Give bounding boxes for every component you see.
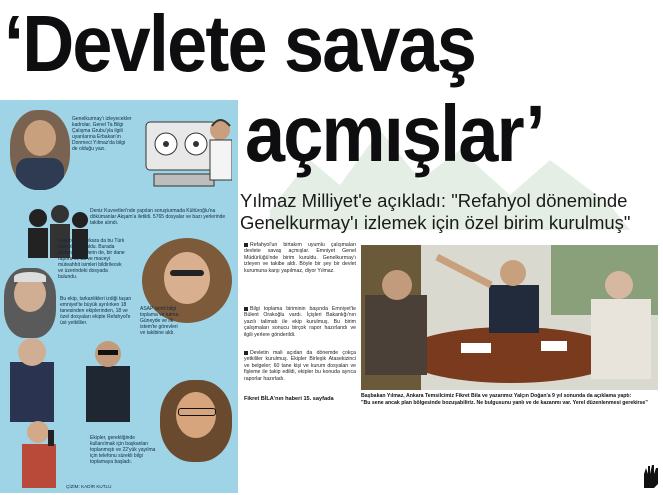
panel-text-bottom: Ekipler, gerektiğinde kullanılmak için başkanları toplanmıştı ve 22'yük yayılma için telefonu sürekli bilgi toplamaya başladı. — [90, 435, 156, 465]
panel-text-mid: Deniz Kuvvetleri'nde yapılan soruşturmada Kültüroğlu'na dökümanlar Akşam'a iletildi. 5765 dosyalar ve bazı yerlerinde takibe alındı. — [90, 208, 226, 226]
article-column-1: Refahyol'un birtakım uyumlu çalışmaları devlete savaş açmışlar. Emniyet Genel Müdürlüğü'nde birim kuruldu. Genelkurmay'ı izleyen ve takibe aldı. Böyle bir şey bir devlet kurumuna karşı yapılmaz, diyor Yılmaz. — [244, 242, 356, 274]
subhead-line-1: Yılmaz Milliyet'e açıkladı: "Refahyol döneminde — [240, 190, 628, 211]
portrait-photo-3 — [4, 268, 56, 338]
bullet-icon — [244, 307, 248, 311]
article-byline: Fikret BİLA'nın haberi 15. sayfada — [244, 396, 334, 402]
tape-recorder-icon — [140, 108, 232, 193]
headline-line-2: açmışlar’ — [245, 89, 544, 178]
article-column-2: Bilgi toplama biriminin başında Emniyet'te Bülent Orakoğlu vardı. İçişleri Bakanlığı'nın yazılı talimatı ile ekip kurulmuş. Bu birim çalışmaları sonucu birçok rapor hazırlandı ve ilgili yerlere gönderildi. — [244, 306, 356, 338]
bullet-icon — [244, 243, 248, 247]
portrait-photo-4 — [160, 380, 232, 462]
headline-line-1: ‘Devlete savaş — [4, 0, 476, 88]
hand-icon — [640, 462, 660, 490]
subhead-line-2: Genelkurmay'ı izlemek için özel birim kurulmuş" — [240, 212, 631, 233]
article-column-3: Devletin mali açıdan da dönemde çokça yetkililer kurulmuş. Ekipler Birleşik Atasekizinci ve belgeler; 60 tane kişi ve kurum dosyaları ve fişleme ile takip edildi, ekipler bu konuda ayrıca raporlar hazırladı. — [244, 350, 356, 382]
panel-text-asap: ASAP isimli bilgi toplama ve tutma. Güneyde ve ilk istem'te görevleri ve takibine aldı. — [140, 306, 180, 336]
panel-text-ankara: Istanbul ve Ankara da bu Türk özel ekip kuruldu. Burada toplanan bilgilerin de, bir dane raporu ve bu ve maceyi müteahhit isimleri bildirilecek ve üzerindeki dosyada bulundu. — [58, 238, 125, 280]
suited-figures — [6, 332, 166, 422]
panel-text-top: Genelkurmay'ı izleyecekler kadrolar. Genel Ta Bilgi Çalışma Grubu'yla ilgili uyarılarına Erbakan'ın Donmeci Yılmaz'da bilgi de olduğu yazı. — [72, 116, 132, 152]
portrait-photo-1 — [10, 110, 70, 190]
phone-figure — [8, 418, 78, 490]
panel-text-polis: Bu ekip, tarkanlikleri izdiği taşan emniyet'te büyük ayrılırken 18 tanesinden ekiplerinden, 18 ve özel dosyaları ekipte Refahyol'e üst yetkililer. — [60, 296, 132, 326]
illustration-credit: ÇİZİM: KADİR KUTLU — [66, 484, 112, 489]
illustration-panel — [0, 100, 238, 493]
photo-caption-line-2: "Bu sene ancak plan bölgesinde bozuşabiliriz. Ne bulgusunu yanlı ve de kazanmı var. Yerel düzenlenmesi gerekirse" — [361, 400, 648, 406]
photo-caption-line-1: Başbakan Yılmaz, Ankara Temsilcimiz Fikret Bila ve yazarımız Yalçın Doğan'a 9 yıl sonunda da açıklama yaptı: — [361, 393, 632, 399]
main-photo — [361, 245, 658, 390]
bullet-icon — [244, 351, 248, 355]
